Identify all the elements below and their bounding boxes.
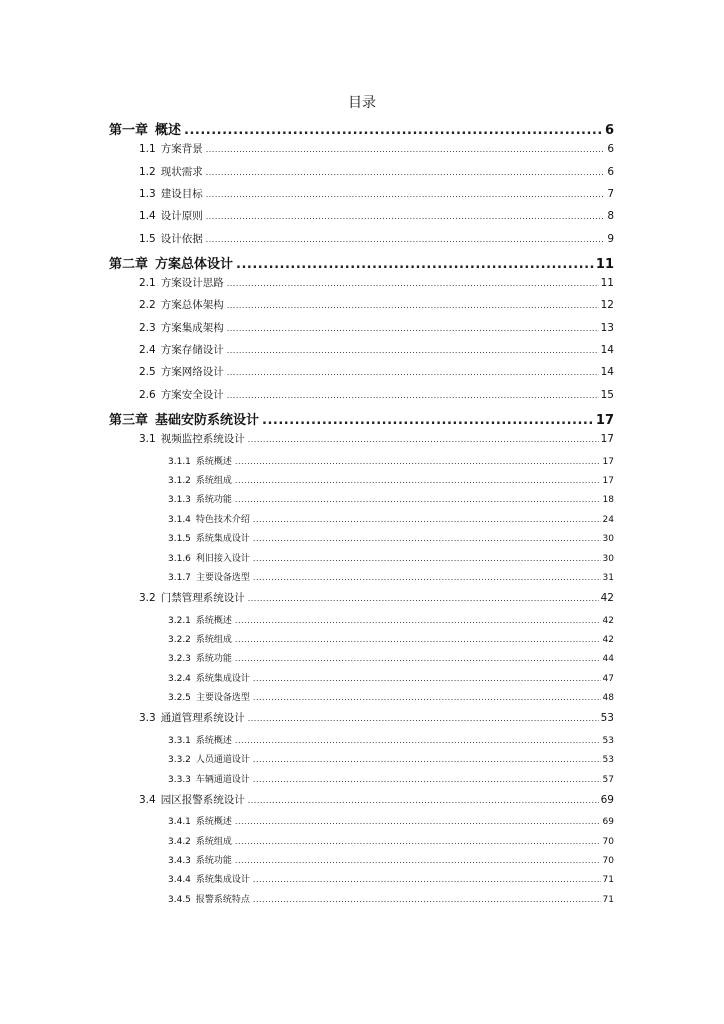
toc-entry-page: 42 <box>602 615 614 626</box>
toc-subsection-entry[interactable] <box>168 473 614 492</box>
toc-entry-number: 3.1.7 <box>168 572 191 583</box>
toc-entry-page: 17 <box>602 456 614 467</box>
toc-leader-dots <box>206 145 606 154</box>
toc-leader-dots <box>253 775 601 784</box>
toc-entry-number: 3.1.6 <box>168 553 191 564</box>
toc-entry-number: 3.2.3 <box>168 654 191 665</box>
toc-entry-page: 9 <box>607 232 614 245</box>
toc-entry-number: 3.2.4 <box>168 673 191 684</box>
toc-section-entry[interactable] <box>139 342 614 364</box>
toc-entry-page: 17 <box>595 412 614 428</box>
toc-entry-number: 2.2 <box>139 299 156 312</box>
toc-entry-label: 系统概述 <box>195 735 232 746</box>
toc-entry-label: 系统组成 <box>195 475 232 486</box>
toc-entry-page: 42 <box>602 634 614 645</box>
toc-entry-number: 第一章 <box>109 123 149 138</box>
toc-entry-number: 3.3.3 <box>168 774 191 785</box>
toc-entry-number: 1.5 <box>139 232 156 245</box>
toc-entry-label: 主要设备选型 <box>195 693 250 704</box>
toc-section-entry[interactable] <box>139 710 614 732</box>
toc-entry-number: 2.4 <box>139 344 156 356</box>
toc-section-entry[interactable] <box>139 297 614 319</box>
toc-subsection-entry[interactable] <box>168 613 614 632</box>
toc-leader-dots <box>227 301 599 310</box>
toc-entry-label: 方案背景 <box>160 143 203 156</box>
toc-entry-label: 方案设计思路 <box>160 277 224 290</box>
toc-entry-page: 44 <box>602 654 614 665</box>
toc-entry-label: 现状需求 <box>160 165 203 178</box>
toc-entry-number: 3.1.5 <box>168 534 191 545</box>
toc-entry-page: 6 <box>607 165 614 178</box>
toc-leader-dots <box>253 693 601 702</box>
toc-section-entry[interactable] <box>139 141 614 163</box>
toc-leader-dots <box>235 476 601 485</box>
toc-entry-label: 系统组成 <box>195 634 232 645</box>
toc-leader-dots <box>235 616 601 625</box>
toc-entry-label: 系统功能 <box>195 855 232 866</box>
toc-leader-dots <box>253 534 601 543</box>
toc-chapter-entry[interactable] <box>109 253 614 275</box>
toc-subsection-entry[interactable] <box>168 853 614 872</box>
toc-entry-label: 车辆通道设计 <box>195 774 250 785</box>
toc-entry-label: 特色技术介绍 <box>195 514 250 525</box>
toc-leader-dots <box>206 168 606 177</box>
toc-chapter-entry[interactable] <box>109 119 614 141</box>
toc-entry-number: 3.2 <box>139 592 156 605</box>
toc-entry-page: 11 <box>600 277 614 290</box>
toc-leader-dots <box>253 554 601 563</box>
toc-leader-dots <box>227 324 599 333</box>
toc-subsection-entry[interactable] <box>168 814 614 833</box>
toc-leader-dots <box>235 457 601 466</box>
toc-section-entry[interactable] <box>139 231 614 253</box>
toc-section-entry[interactable] <box>139 387 614 409</box>
toc-section-entry[interactable] <box>139 431 614 453</box>
toc-entry-number: 3.4.3 <box>168 855 191 866</box>
toc-entry-page: 53 <box>602 755 614 766</box>
toc-entry-page: 53 <box>600 712 614 725</box>
toc-subsection-entry[interactable] <box>168 671 614 690</box>
toc-section-entry[interactable] <box>139 320 614 342</box>
toc-subsection-entry[interactable] <box>168 531 614 550</box>
toc-leader-dots <box>235 856 601 865</box>
toc-entry-page: 70 <box>602 836 614 847</box>
toc-leader-dots <box>253 755 601 764</box>
toc-leader-dots <box>248 594 599 603</box>
toc-entry-label: 系统功能 <box>195 495 232 506</box>
toc-entry-label: 概述 <box>155 123 182 138</box>
toc-leader-dots <box>235 837 601 846</box>
toc-entry-label: 系统概述 <box>195 615 232 626</box>
toc-entry-page: 30 <box>602 553 614 564</box>
toc-entry-label: 建设目标 <box>160 187 203 200</box>
toc-entry-label: 方案存储设计 <box>160 344 224 356</box>
toc-entry-page: 71 <box>602 894 614 905</box>
page-title: 目录 <box>348 95 376 111</box>
toc-subsection-entry[interactable] <box>168 632 614 651</box>
toc-section-entry[interactable] <box>139 208 614 230</box>
toc-entry-number: 第二章 <box>109 256 149 272</box>
toc-chapter-entry[interactable] <box>109 409 614 431</box>
toc-entry-number: 3.4.2 <box>168 836 191 847</box>
toc-entry-label: 方案集成架构 <box>160 321 224 334</box>
toc-leader-dots <box>206 235 606 244</box>
toc-entry-page: 53 <box>602 735 614 746</box>
toc-entry-page: 71 <box>602 875 614 886</box>
toc-entry-label: 园区报警系统设计 <box>160 793 245 806</box>
toc-entry-number: 1.1 <box>139 143 156 156</box>
toc-entry-number: 3.1.4 <box>168 514 191 525</box>
toc-section-entry[interactable] <box>139 792 614 814</box>
toc-entry-page: 47 <box>602 673 614 684</box>
toc-entry-page: 12 <box>600 299 614 312</box>
toc-entry-label: 人员通道设计 <box>195 755 250 766</box>
toc-entry-number: 3.3.2 <box>168 755 191 766</box>
toc-subsection-entry[interactable] <box>168 512 614 531</box>
toc-leader-dots <box>253 515 601 524</box>
toc-leader-dots <box>253 895 601 904</box>
toc-leader-dots <box>248 435 599 444</box>
toc-entry-label: 主要设备选型 <box>195 572 250 583</box>
toc-subsection-entry[interactable] <box>168 651 614 670</box>
toc-entry-page: 17 <box>602 475 614 486</box>
toc-subsection-entry[interactable] <box>168 892 614 911</box>
toc-entry-number: 3.1.3 <box>168 495 191 506</box>
toc-entry-number: 3.3.1 <box>168 735 191 746</box>
toc-entry-page: 8 <box>607 210 614 223</box>
toc-entry-number: 3.1.1 <box>168 456 191 467</box>
toc-entry-label: 基础安防系统设计 <box>155 412 260 428</box>
toc-entry-number: 3.2.1 <box>168 615 191 626</box>
toc-leader-dots <box>248 714 599 723</box>
toc-leader-dots <box>206 212 606 221</box>
toc-entry-label: 通道管理系统设计 <box>160 712 245 725</box>
toc-entry-page: 7 <box>607 187 614 200</box>
toc-entry-page: 11 <box>595 256 614 272</box>
toc-entry-page: 42 <box>600 592 614 605</box>
toc-leader-dots <box>236 257 594 272</box>
toc-leader-dots <box>253 573 601 582</box>
toc-entry-page: 18 <box>602 495 614 506</box>
toc-entry-number: 3.4.4 <box>168 875 191 886</box>
toc-entry-number: 1.4 <box>139 210 156 223</box>
toc-leader-dots <box>235 654 601 663</box>
toc-entry-page: 15 <box>600 388 614 401</box>
toc-entry-page: 6 <box>604 123 614 138</box>
toc-entry-page: 70 <box>602 855 614 866</box>
toc-entry-page: 14 <box>600 366 614 379</box>
toc-entry-label: 方案总体设计 <box>155 256 234 272</box>
toc-subsection-entry[interactable] <box>168 772 614 791</box>
toc-leader-dots <box>235 495 601 504</box>
toc-entry-label: 设计依据 <box>160 232 203 245</box>
toc-entry-page: 69 <box>602 817 614 828</box>
toc-subsection-entry[interactable] <box>168 492 614 511</box>
toc-entry-page: 31 <box>602 572 614 583</box>
toc-leader-dots <box>227 368 599 377</box>
toc-entry-label: 报警系统特点 <box>195 894 250 905</box>
toc-entry-number: 3.1 <box>139 433 156 446</box>
toc-entry-page: 57 <box>602 774 614 785</box>
toc-entry-label: 设计原则 <box>160 210 203 223</box>
toc-entry-number: 1.3 <box>139 187 156 200</box>
toc-entry-label: 系统集成设计 <box>195 875 250 886</box>
toc-entry-label: 系统组成 <box>195 836 232 847</box>
toc-subsection-entry[interactable] <box>168 454 614 473</box>
toc-entry-number: 3.4.1 <box>168 817 191 828</box>
toc-entry-label: 系统集成设计 <box>195 673 250 684</box>
toc-leader-dots <box>262 413 594 428</box>
toc-leader-dots <box>184 123 603 138</box>
toc-entry-number: 2.3 <box>139 321 156 334</box>
toc-subsection-entry[interactable] <box>168 551 614 570</box>
toc-subsection-entry[interactable] <box>168 834 614 853</box>
toc-entry-number: 2.6 <box>139 388 156 401</box>
toc-entry-number: 3.4 <box>139 793 156 806</box>
toc-entry-label: 视频监控系统设计 <box>160 433 245 446</box>
toc-entry-label: 系统概述 <box>195 817 232 828</box>
toc-leader-dots <box>227 391 599 400</box>
toc-entry-number: 3.2.2 <box>168 634 191 645</box>
toc-subsection-entry[interactable] <box>168 570 614 589</box>
toc-section-entry[interactable] <box>139 590 614 612</box>
toc-leader-dots <box>248 796 599 805</box>
toc-entry-page: 14 <box>600 344 614 356</box>
toc-leader-dots <box>227 279 599 288</box>
toc-entry-number: 3.2.5 <box>168 693 191 704</box>
toc-entry-label: 门禁管理系统设计 <box>160 592 245 605</box>
toc-leader-dots <box>253 875 601 884</box>
toc-leader-dots <box>235 736 601 745</box>
toc-leader-dots <box>235 817 601 826</box>
toc-entry-page: 6 <box>607 143 614 156</box>
toc-section-entry[interactable] <box>139 364 614 386</box>
toc-subsection-entry[interactable] <box>168 752 614 771</box>
toc-entry-number: 3.1.2 <box>168 475 191 486</box>
toc-entry-label: 系统集成设计 <box>195 534 250 545</box>
toc-leader-dots <box>227 346 599 355</box>
toc-entry-label: 系统功能 <box>195 654 232 665</box>
toc-entry-number: 3.3 <box>139 712 156 725</box>
toc-entry-number: 第三章 <box>109 412 149 428</box>
toc-entry-number: 1.2 <box>139 165 156 178</box>
toc-leader-dots <box>206 190 606 199</box>
toc-entry-label: 利旧接入设计 <box>195 553 250 564</box>
toc-entry-page: 48 <box>602 693 614 704</box>
toc-entry-label: 方案安全设计 <box>160 388 224 401</box>
toc-section-entry[interactable] <box>139 186 614 208</box>
toc-entry-page: 24 <box>602 514 614 525</box>
toc-entry-label: 方案网络设计 <box>160 366 224 379</box>
toc-subsection-entry[interactable] <box>168 872 614 891</box>
toc-leader-dots <box>253 674 601 683</box>
toc-entry-number: 3.4.5 <box>168 894 191 905</box>
toc-section-entry[interactable] <box>139 164 614 186</box>
toc-entry-page: 13 <box>600 321 614 334</box>
toc-section-entry[interactable] <box>139 275 614 297</box>
toc-subsection-entry[interactable] <box>168 690 614 709</box>
toc-entry-number: 2.1 <box>139 277 156 290</box>
toc-entry-number: 2.5 <box>139 366 156 379</box>
toc-entry-page: 17 <box>600 433 614 446</box>
toc-entry-page: 69 <box>600 793 614 806</box>
toc-entry-page: 30 <box>602 534 614 545</box>
toc-leader-dots <box>235 635 601 644</box>
toc-entry-label: 方案总体架构 <box>160 299 224 312</box>
toc-entry-label: 系统概述 <box>195 456 232 467</box>
toc-subsection-entry[interactable] <box>168 733 614 752</box>
